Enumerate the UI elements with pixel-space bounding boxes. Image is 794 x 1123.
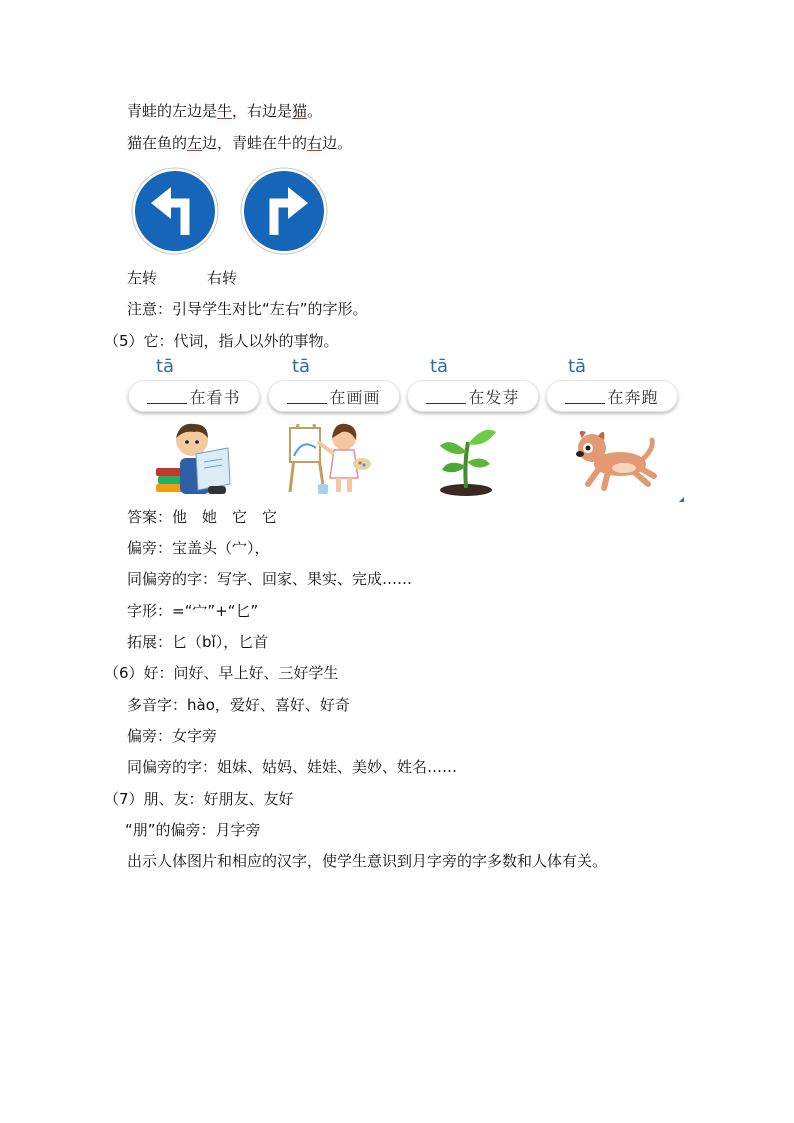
underlined-word: 猫 (292, 102, 308, 120)
text: 猫在鱼的 (127, 134, 188, 152)
ta-picture-panel (128, 356, 684, 502)
sprout-icon (420, 418, 510, 498)
text: 青蛙的左边是 (127, 102, 218, 120)
sentence-positions (127, 133, 352, 153)
girl-painting-icon (284, 418, 374, 498)
pinyin-label: tā (430, 356, 449, 377)
fill-blank-pill (268, 380, 400, 412)
radical-line: 偏旁：宝盖头（宀）， (127, 539, 270, 557)
turn-right-sign-icon (240, 167, 328, 255)
underlined-word: 牛 (217, 102, 233, 120)
peng-radical-line: “朋”的偏旁：月字旁 (125, 821, 261, 839)
left-turn-label: 左转 (127, 269, 158, 287)
fill-blank-pill (128, 380, 260, 412)
text: 。 (307, 102, 323, 120)
section-7-heading: （7）朋、友：好朋友、友好 (104, 790, 294, 808)
turn-left-sign-icon (131, 167, 219, 255)
blank-line (426, 389, 466, 404)
sentence-left-right (127, 101, 322, 121)
radical-line: 偏旁：女字旁 (127, 727, 218, 745)
pill-text: 在发芽 (468, 387, 520, 407)
extension-line: 拓展：匕（bǐ），匕首 (127, 633, 269, 651)
same-radical-line: 同偏旁的字：写字、回家、果实、完成…… (127, 570, 413, 588)
instruction-line: 出示人体图片和相应的汉字，使学生意识到月字旁的字多数和人体有关。 (127, 852, 608, 870)
text: 边。 (322, 134, 353, 152)
text: ，右边是 (232, 102, 293, 120)
section-5-heading: （5）它：代词，指人以外的事物。 (104, 332, 339, 350)
pill-text: 在看书 (189, 387, 241, 407)
right-turn-label: 右转 (207, 269, 238, 287)
underlined-word: 右 (307, 134, 323, 152)
polyphonic-line: 多音字：hào，爱好、喜好、好奇 (127, 696, 350, 714)
underlined-word: 左 (187, 134, 203, 152)
pinyin-label: tā (156, 356, 175, 377)
pinyin-label: tā (292, 356, 311, 377)
fill-blank-pill (546, 380, 678, 412)
pinyin-label: tā (568, 356, 587, 377)
blank-line (147, 389, 187, 404)
pill-text: 在画画 (329, 387, 381, 407)
same-radical-line: 同偏旁的字：姐妹、姑妈、娃娃、美妙、姓名…… (127, 758, 458, 776)
character-shape-line: 字形：=“宀”+“匕” (127, 602, 259, 620)
running-dog-icon (568, 418, 658, 498)
text: 边，青蛙在牛的 (202, 134, 308, 152)
panel-corner-mark (679, 497, 684, 502)
note-line: 注意：引导学生对比“左右”的字形。 (127, 300, 368, 318)
blank-line (565, 389, 605, 404)
answer-line: 答案：他 她 它 它 (127, 508, 278, 526)
pill-text: 在奔跑 (607, 387, 659, 407)
fill-blank-pill (407, 380, 539, 412)
section-6-heading: （6）好：问好、早上好、三好学生 (104, 664, 339, 682)
blank-line (287, 389, 327, 404)
boy-reading-icon (150, 418, 240, 498)
